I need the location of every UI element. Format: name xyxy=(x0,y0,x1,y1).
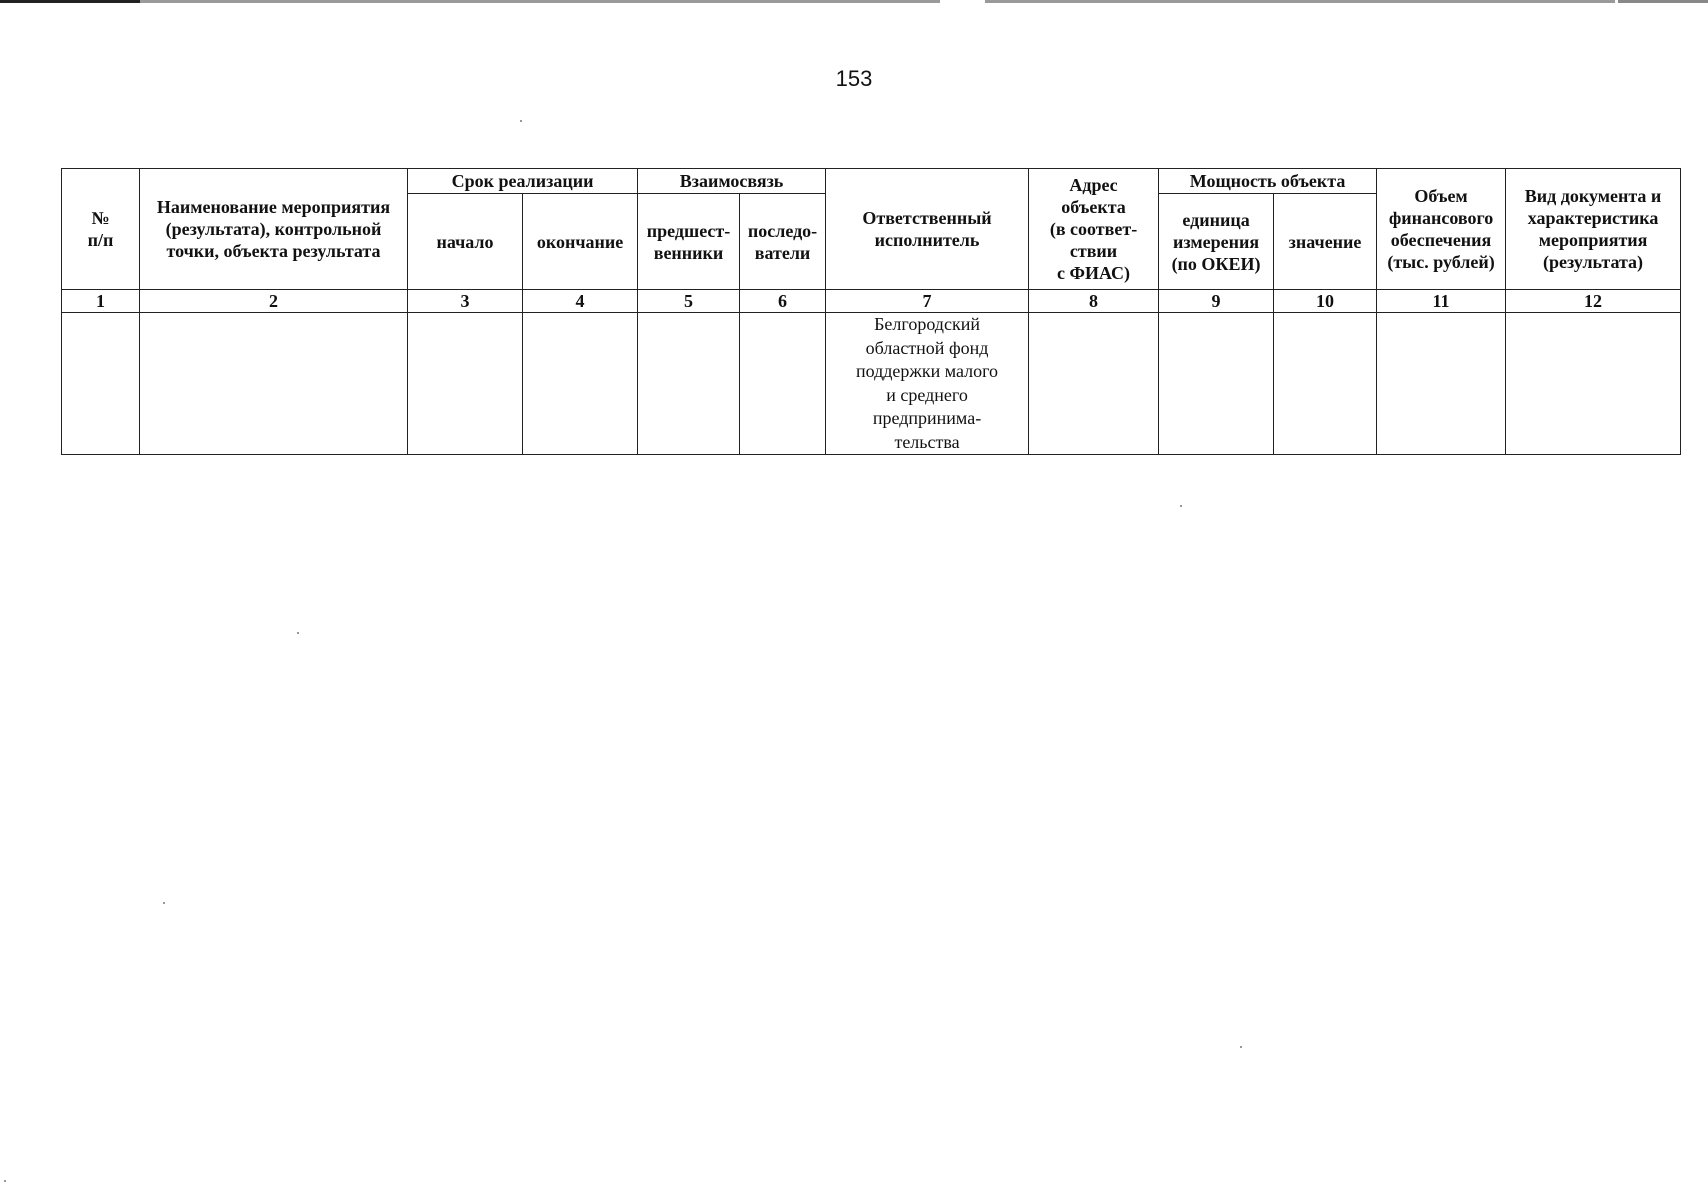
header-link-prev: предшест- венники xyxy=(638,194,740,290)
cell-value xyxy=(1274,313,1377,455)
cell-finance xyxy=(1377,313,1506,455)
header-capacity-value: значение xyxy=(1274,194,1377,290)
column-number-row xyxy=(62,290,1681,313)
cell-start xyxy=(408,313,523,455)
cell-name xyxy=(140,313,408,455)
header-link-next: последо- ватели xyxy=(740,194,826,290)
scan-speck xyxy=(1240,1046,1242,1048)
cell-next xyxy=(740,313,826,455)
cell-end xyxy=(523,313,638,455)
header-address: Адрес объекта (в соответ- ствии с ФИАС) xyxy=(1029,169,1159,290)
column-number: 3 xyxy=(408,290,523,313)
column-number: 8 xyxy=(1029,290,1159,313)
cell-executor: Белгородский областной фонд поддержки малого и среднего предпринима- тельства xyxy=(826,313,1029,455)
header-capacity: Мощность объекта xyxy=(1159,169,1377,194)
top-border-line xyxy=(0,0,1708,3)
header-period-start: начало xyxy=(408,194,523,290)
column-number: 1 xyxy=(62,290,140,313)
header-period: Срок реализации xyxy=(408,169,638,194)
activities-table xyxy=(61,168,1681,455)
column-number: 9 xyxy=(1159,290,1274,313)
column-number: 2 xyxy=(140,290,408,313)
column-number: 4 xyxy=(523,290,638,313)
scan-speck xyxy=(297,632,299,634)
page-number: 153 xyxy=(835,66,873,91)
column-number: 10 xyxy=(1274,290,1377,313)
cell-num xyxy=(62,313,140,455)
header-link: Взаимосвязь xyxy=(638,169,826,194)
scan-speck xyxy=(520,120,522,122)
header-num: № п/п xyxy=(62,169,140,290)
table-row xyxy=(62,313,1681,455)
cell-unit xyxy=(1159,313,1274,455)
cell-address xyxy=(1029,313,1159,455)
column-number: 6 xyxy=(740,290,826,313)
header-capacity-unit: единица измерения (по ОКЕИ) xyxy=(1159,194,1274,290)
header-period-end: окончание xyxy=(523,194,638,290)
column-number: 5 xyxy=(638,290,740,313)
scan-speck xyxy=(1180,505,1182,507)
column-number: 7 xyxy=(826,290,1029,313)
scan-speck xyxy=(163,902,165,904)
header-name: Наименование мероприятия (результата), контрольной точки, объекта результата xyxy=(140,169,408,290)
column-number: 11 xyxy=(1377,290,1506,313)
cell-doc-type xyxy=(1506,313,1681,455)
scan-speck xyxy=(4,1180,6,1182)
header-doc-type: Вид документа и характеристика мероприятия (результата) xyxy=(1506,169,1681,290)
column-number: 12 xyxy=(1506,290,1681,313)
header-finance: Объем финансового обеспечения (тыс. рублей) xyxy=(1377,169,1506,290)
header-row-group xyxy=(62,169,1681,194)
header-executor: Ответственный исполнитель xyxy=(826,169,1029,290)
cell-prev xyxy=(638,313,740,455)
